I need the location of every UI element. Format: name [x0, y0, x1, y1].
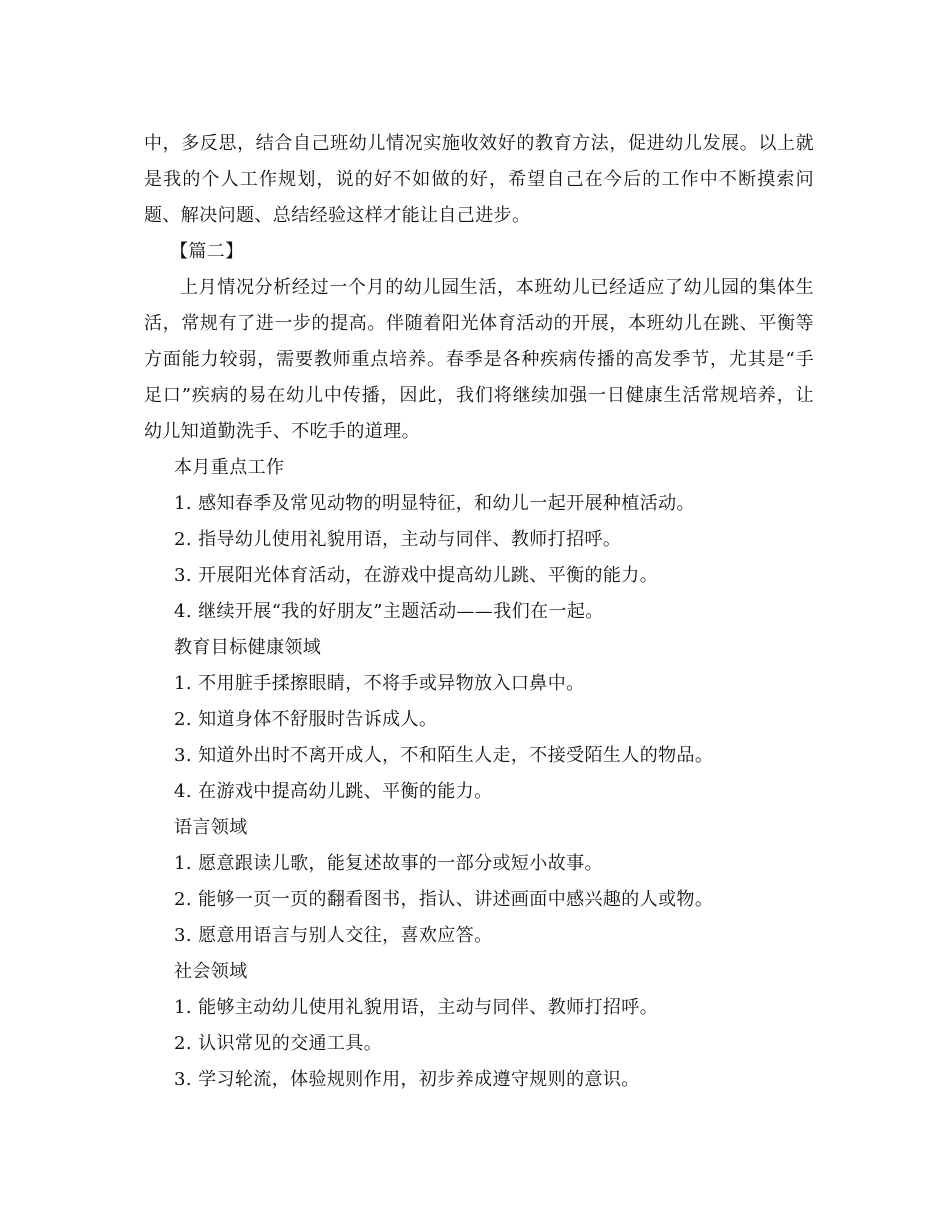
health-item: 3. 知道外出时不离开成人，不和陌生人走，不接受陌生人的物品。 — [174, 745, 714, 766]
monthly-work-heading: 本月重点工作 — [174, 457, 285, 478]
monthly-work-item: 2. 指导幼儿使用礼貌用语，主动与同伴、教师打招呼。 — [174, 529, 622, 550]
intro-paragraph: 中，多反思，结合自己班幼儿情况实施收效好的教育方法，促进幼儿发展。以上就是我的个人工作规划，说的好不如做的好，希望自己在今后的工作中不断摸索问题、解决问题、总结经验这样才能让自己进步。 — [144, 133, 814, 226]
section-title: 【篇二】 — [170, 241, 244, 262]
social-item: 2. 认识常见的交通工具。 — [174, 1033, 383, 1054]
health-item: 4. 在游戏中提高幼儿跳、平衡的能力。 — [174, 781, 493, 802]
document-body — [144, 126, 814, 1098]
language-heading: 语言领域 — [174, 817, 248, 838]
social-heading: 社会领域 — [174, 961, 248, 982]
monthly-work-item: 4. 继续开展“我的好朋友”主题活动——我们在一起。 — [174, 601, 604, 622]
language-item: 3. 愿意用语言与别人交往，喜欢应答。 — [174, 925, 493, 946]
monthly-work-item: 3. 开展阳光体育活动，在游戏中提高幼儿跳、平衡的能力。 — [174, 565, 659, 586]
social-item: 3. 学习轮流，体验规则作用，初步养成遵守规则的意识。 — [174, 1069, 640, 1090]
language-item: 2. 能够一页一页的翻看图书，指认、讲述画面中感兴趣的人或物。 — [174, 889, 714, 910]
language-item: 1. 愿意跟读儿歌，能复述故事的一部分或短小故事。 — [174, 853, 603, 874]
health-item: 2. 知道身体不舒服时告诉成人。 — [174, 709, 438, 730]
health-heading: 教育目标健康领域 — [174, 637, 322, 658]
analysis-paragraph: 上月情况分析经过一个月的幼儿园生活，本班幼儿已经适应了幼儿园的集体生活，常规有了进一步的提高。伴随着阳光体育活动的开展，本班幼儿在跳、平衡等方面能力较弱，需要教师重点培养。春季是各种疾病传播的高发季节，尤其是“手足口”疾病的易在幼儿中传播，因此，我们将继续加强一日健康生活常规培养，让幼儿知道勤洗手、不吃手的道理。 — [144, 277, 814, 442]
health-item: 1. 不用脏手揉擦眼睛，不将手或异物放入口鼻中。 — [174, 673, 585, 694]
monthly-work-item: 1. 感知春季及常见动物的明显特征，和幼儿一起开展种植活动。 — [174, 493, 695, 514]
social-item: 1. 能够主动幼儿使用礼貌用语，主动与同伴、教师打招呼。 — [174, 997, 659, 1018]
